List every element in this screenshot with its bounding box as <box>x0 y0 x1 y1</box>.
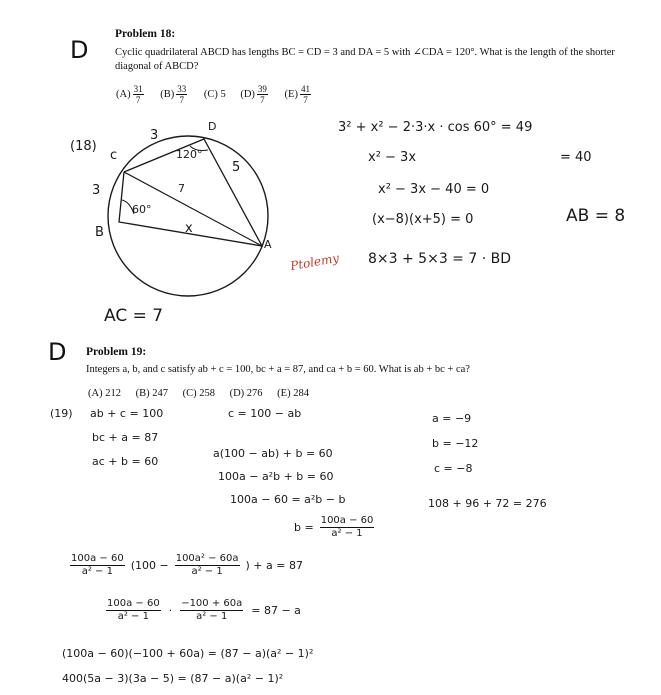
vertex-d-label: D <box>208 120 217 133</box>
quadratic-eq-lhs: x² − 3x <box>368 150 417 165</box>
side-cd-label: 3 <box>150 128 159 143</box>
equation-1: ab + c = 100 <box>90 407 164 420</box>
diag-ac-label: 7 <box>178 182 185 195</box>
choice-e-num: 41 <box>300 84 310 94</box>
ptolemy-eq: 8×3 + 5×3 = 7 · BD <box>368 251 511 267</box>
choice-b-label: (B) <box>160 89 175 100</box>
vertex-c-label: c <box>110 148 118 163</box>
problem19-title: Problem 19: <box>86 346 147 358</box>
row2-frac-2-num: −100 + 60a <box>181 598 243 609</box>
row1-frac-1-num: 100a − 60 <box>71 553 124 564</box>
row2-frac-1-den: a² − 1 <box>117 611 149 622</box>
equation-2: bc + a = 87 <box>92 431 159 444</box>
b-denominator: a² − 1 <box>331 528 363 539</box>
problem19-choices <box>88 388 321 399</box>
choice-c: (C) 258 <box>182 388 215 399</box>
quadratic-eq-zero: x² − 3x − 40 = 0 <box>378 182 490 197</box>
row2-frac-1 <box>106 598 161 623</box>
choice-a: (A) 212 <box>88 388 121 399</box>
rearrange-row-3: (100a − 60)(−100 + 60a) = (87 − a)(a² − 1)² <box>62 647 314 660</box>
vertex-b-label: B <box>95 225 104 240</box>
row1-end: ) + a = 87 <box>245 559 303 572</box>
choice-a-label: (A) <box>116 89 131 100</box>
ab-result: AB = 8 <box>566 206 626 226</box>
row1-frac-2-den: a² − 1 <box>191 566 223 577</box>
row2-frac-2-den: a² − 1 <box>196 611 228 622</box>
choice-a-num: 31 <box>133 84 143 94</box>
problem19-answer-mark: D <box>48 338 67 366</box>
choice-d-num: 39 <box>257 84 267 94</box>
choice-e-den: 7 <box>303 95 308 105</box>
ac-result: AC = 7 <box>104 306 164 326</box>
substitution-3: 100a − 60 = a²b − b <box>230 493 346 506</box>
b-numerator: 100a − 60 <box>320 515 374 526</box>
choice-e-label: (E) <box>284 89 298 100</box>
problem19-statement: Integers a, b, and c satisfy ab + c = 100, bc + a = 87, and ca + b = 60. What is ab + bc + ca? <box>86 364 470 375</box>
side-ab-label: x <box>185 221 193 236</box>
final-sum: 108 + 96 + 72 = 276 <box>428 497 547 510</box>
equation-3: ac + b = 60 <box>92 455 159 468</box>
choice-d: (D) 276 <box>229 388 263 399</box>
row1-frac-1-den: a² − 1 <box>81 566 113 577</box>
ptolemy-label: Ptolemy <box>289 250 341 274</box>
row2-frac-1-num: 100a − 60 <box>107 598 160 609</box>
problem18-title: Problem 18: <box>115 28 176 40</box>
row1-middle: (100 − <box>130 559 169 572</box>
angle-c-label: 120° <box>176 148 203 161</box>
side-bc-label: 3 <box>92 183 101 198</box>
choice-e: (E) 284 <box>277 388 309 399</box>
solution-b: b = −12 <box>432 437 479 450</box>
substitution-1: a(100 − ab) + b = 60 <box>213 447 333 460</box>
solution-a: a = −9 <box>432 412 472 425</box>
rearrange-row-1 <box>68 553 303 578</box>
row2-end: = 87 − a <box>251 604 301 617</box>
choice-d-den: 7 <box>260 95 265 105</box>
c-expression: c = 100 − ab <box>228 407 302 420</box>
b-fraction <box>320 515 375 540</box>
row1-frac-2 <box>175 553 240 578</box>
side-da-label: 5 <box>232 160 241 175</box>
angle-b-label: 60° <box>132 203 152 216</box>
substitution-2: 100a − a²b + b = 60 <box>218 470 334 483</box>
vertex-a-label: A <box>264 238 272 251</box>
solution-c: c = −8 <box>434 462 473 475</box>
b-solved <box>294 515 376 540</box>
law-of-cosines-eq: 3² + x² − 2·3·x · cos 60° = 49 <box>338 120 533 135</box>
rearrange-row-4: 400(5a − 3)(3a − 5) = (87 − a)(a² − 1)² <box>62 672 284 685</box>
choice-b-den: 7 <box>179 95 184 105</box>
problem18-statement: Cyclic quadrilateral ABCD has lengths BC = CD = 3 and DA = 5 with ∠CDA = 120°. What is the length of the shorter diagonal of ABCD? <box>115 47 615 72</box>
choice-b: (B) 247 <box>135 388 168 399</box>
choice-c-label: (C) 5 <box>203 89 226 100</box>
b-lhs: b = <box>294 521 314 534</box>
problem19-number: (19) <box>50 407 73 420</box>
choice-a-den: 7 <box>135 95 141 105</box>
choice-b-num: 33 <box>177 84 187 94</box>
row1-frac-1 <box>70 553 125 578</box>
row2-frac-2 <box>180 598 243 623</box>
quadratic-eq-rhs: = 40 <box>560 150 592 165</box>
row1-frac-2-num: 100a² − 60a <box>175 553 239 564</box>
problem18-answer-mark: D <box>70 36 89 64</box>
choice-d-label: (D) <box>240 89 255 100</box>
row2-dot: · <box>168 604 173 617</box>
factored-eq: (x−8)(x+5) = 0 <box>372 212 474 227</box>
problem18-number: (18) <box>70 139 97 154</box>
rearrange-row-2 <box>104 598 301 623</box>
